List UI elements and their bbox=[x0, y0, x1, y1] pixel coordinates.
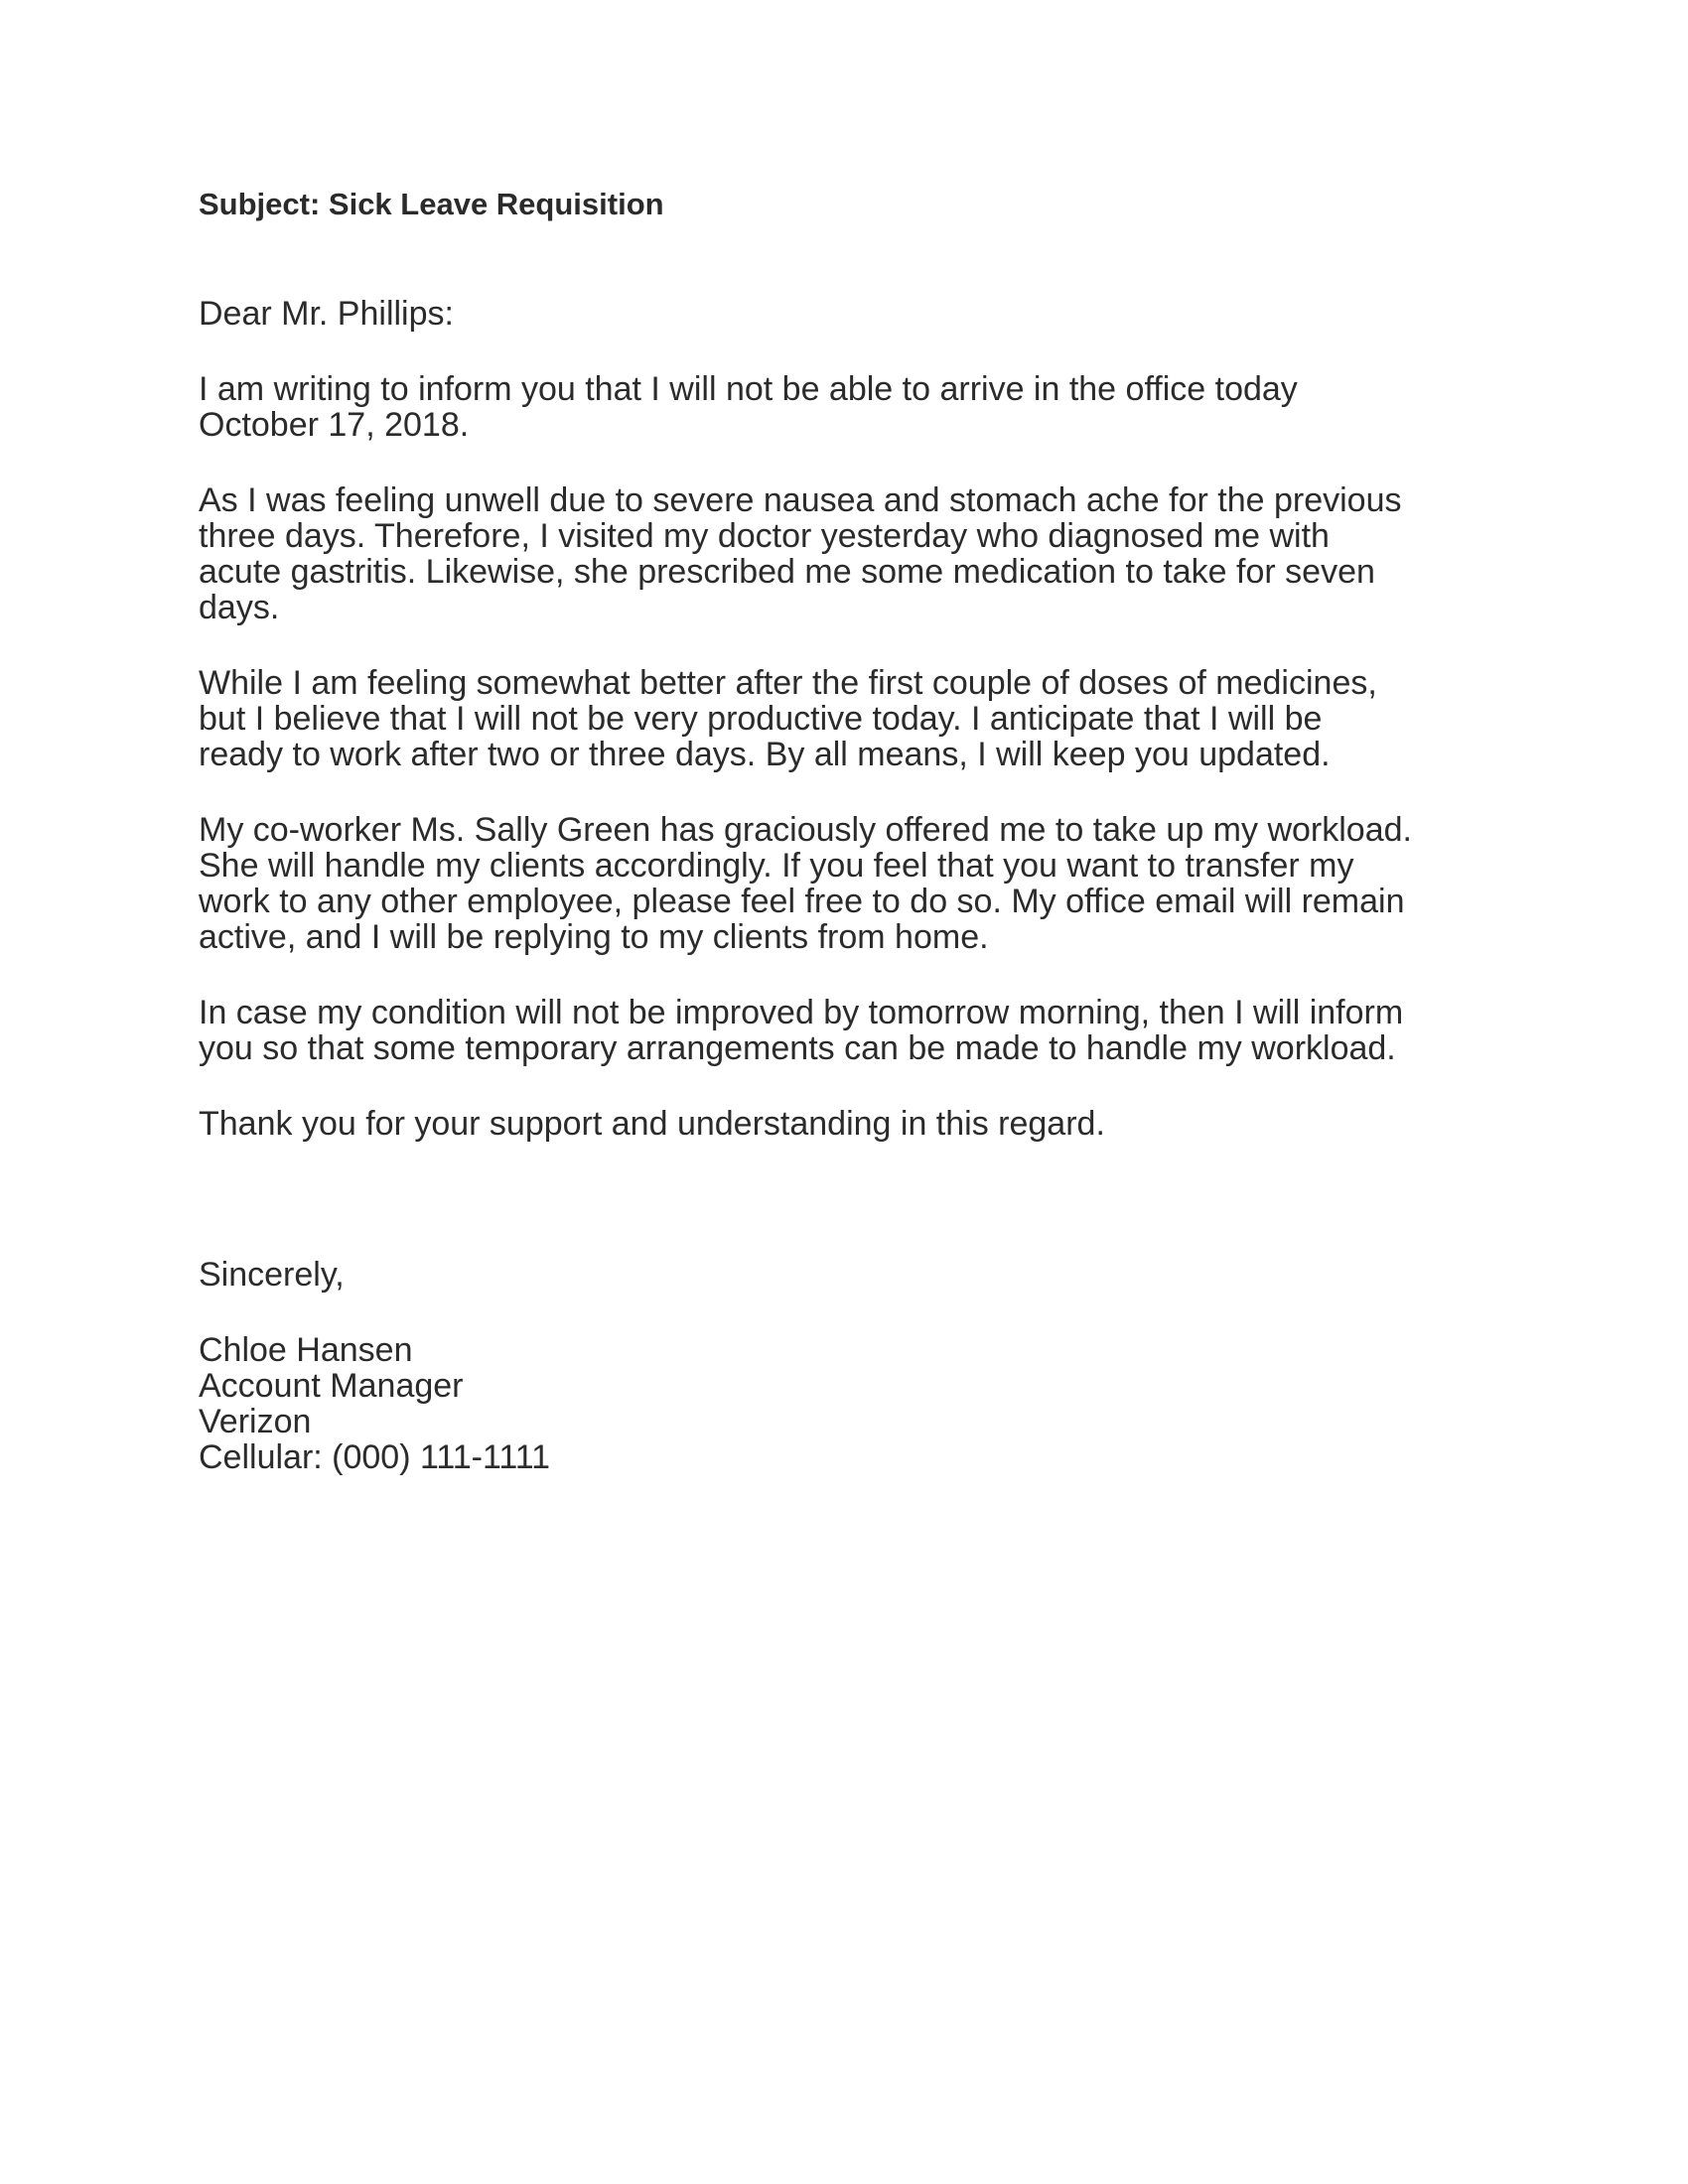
letter-body bbox=[199, 187, 1499, 1475]
signature-block bbox=[199, 1332, 1499, 1475]
paragraph-recovery: While I am feeling somewhat better after the first couple of doses of medicines, but I believe that I will not be very productive today. I anticipate that I will be ready to work after two or three days. By all means, I will keep you updated. bbox=[199, 664, 1377, 773]
signature-company: Verizon bbox=[199, 1403, 312, 1440]
signature-name: Chloe Hansen bbox=[199, 1331, 413, 1369]
paragraph-absence-notice: I am writing to inform you that I will not be able to arrive in the office today October 17, 2018. bbox=[199, 370, 1298, 444]
letter-closing: Sincerely, bbox=[199, 1256, 345, 1294]
paragraph-diagnosis: As I was feeling unwell due to severe nausea and stomach ache for the previous three days. Therefore, I visited my doctor yesterday who diagnosed me with acute gastritis. Likewise, she prescribed me some medication to take for seven days. bbox=[199, 481, 1402, 626]
paragraph-workload-coverage: My co-worker Ms. Sally Green has graciously offered me to take up my workload. She will handle my clients accordingly. If you feel that you want to transfer my work to any other employee, please feel free to do so. My office email will remain active, and I will be replying to my clients from home. bbox=[199, 811, 1412, 956]
paragraph-thanks: Thank you for your support and understanding in this regard. bbox=[199, 1105, 1105, 1143]
letter-subject: Subject: Sick Leave Requisition bbox=[199, 187, 664, 221]
letter-salutation: Dear Mr. Phillips: bbox=[199, 295, 454, 333]
signature-title: Account Manager bbox=[199, 1367, 464, 1405]
paragraph-contingency: In case my condition will not be improved by tomorrow morning, then I will inform you so that some temporary arrangements can be made to handle my workload. bbox=[199, 994, 1404, 1067]
signature-phone: Cellular: (000) 111-1111 bbox=[199, 1438, 551, 1476]
